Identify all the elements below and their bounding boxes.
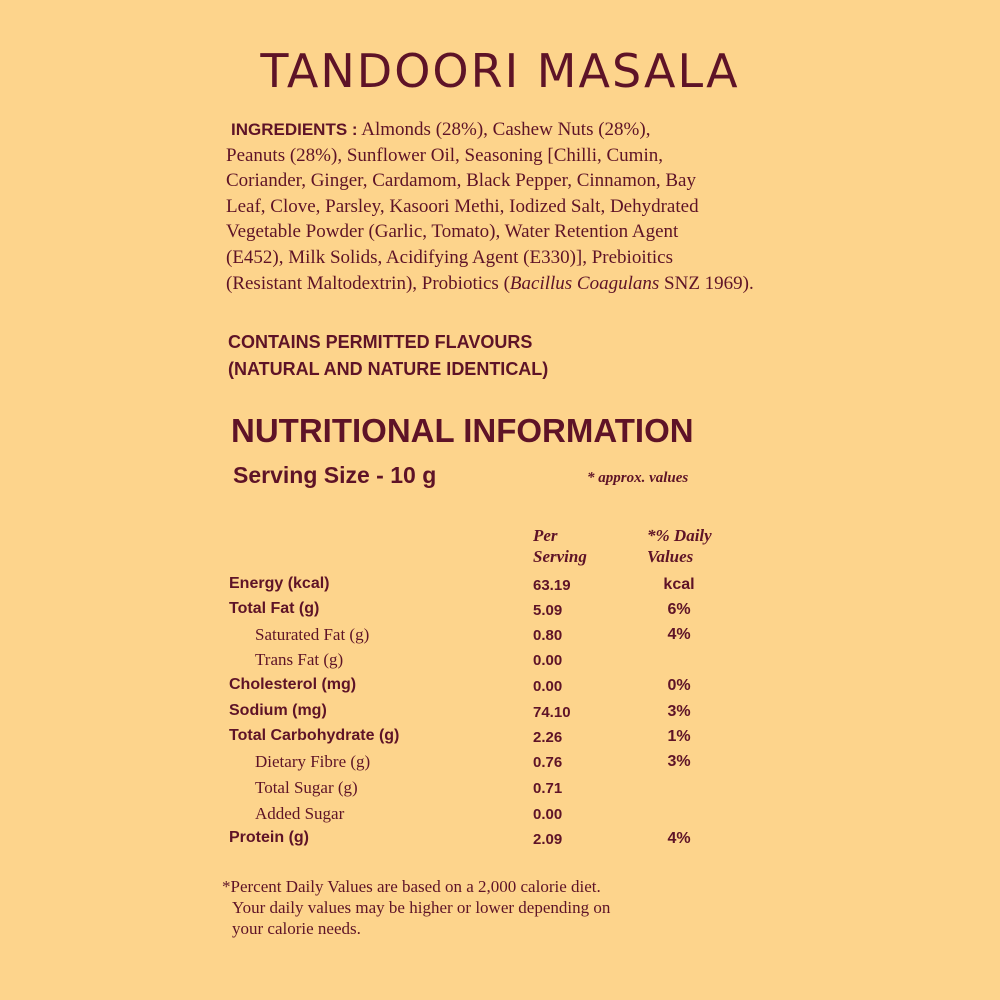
nutrition-row-saturated-fat — [0, 625, 1000, 649]
ingredients-line: Leaf, Clove, Parsley, Kasoori Methi, Iodized Salt, Dehydrated — [226, 195, 699, 217]
nutrition-row-added-sugar — [0, 804, 1000, 828]
nutrition-row-total-carbohydrate — [0, 727, 1000, 751]
nutrient-name: Total Sugar (g) — [255, 778, 358, 797]
nutrient-daily-value: 3% — [667, 753, 691, 770]
ingredients-line: (E452), Milk Solids, Acidifying Agent (E330)], Prebioitics — [226, 246, 673, 268]
ingredients-line — [226, 271, 826, 297]
nutrient-value: 0.00 — [533, 806, 563, 823]
nutrient-name: Protein (g) — [229, 829, 309, 846]
nutrient-daily-value: 0% — [667, 677, 691, 694]
nutrient-name: Total Carbohydrate (g) — [229, 727, 400, 744]
footnote-line: *Percent Daily Values are based on a 2,000 calorie diet. — [222, 877, 601, 896]
nutrient-daily-value: 6% — [667, 601, 691, 618]
nutrient-daily-value: kcal — [663, 576, 695, 593]
per-serving-header-line: Serving — [533, 547, 587, 566]
nutrition-row-sodium — [0, 702, 1000, 726]
serving-size: Serving Size - 10 g — [233, 462, 437, 488]
nutrition-row-dietary-fibre — [0, 752, 1000, 776]
daily-values-header — [647, 525, 712, 567]
ingredients-text: SNZ 1969). — [659, 272, 754, 294]
nutrient-value: 63.19 — [533, 577, 571, 594]
contains-line: (NATURAL AND NATURE IDENTICAL) — [228, 359, 549, 379]
nutrition-title: NUTRITIONAL INFORMATION — [231, 412, 694, 449]
nutrient-value: 0.80 — [533, 627, 563, 644]
nutrient-value: 74.10 — [533, 704, 571, 721]
nutrition-row-protein — [0, 829, 1000, 853]
nutrient-daily-value: 1% — [667, 728, 691, 745]
nutrition-row-total-sugar — [0, 778, 1000, 802]
ingredients-label: INGREDIENTS : — [231, 120, 358, 139]
ingredients-line: Peanuts (28%), Sunflower Oil, Seasoning [Chilli, Cumin, — [226, 144, 663, 166]
nutrient-value: 0.71 — [533, 780, 563, 797]
nutrient-value: 2.09 — [533, 831, 563, 848]
ingredients-line: Coriander, Ginger, Cardamom, Black Pepper, Cinnamon, Bay — [226, 170, 696, 192]
per-serving-header-line: Per — [533, 526, 558, 545]
nutrient-value: 2.26 — [533, 729, 563, 746]
nutrient-value: 5.09 — [533, 602, 563, 619]
nutrient-value: 0.00 — [533, 678, 563, 695]
nutrient-name: Total Fat (g) — [229, 600, 320, 617]
daily-values-header-line: *% Daily — [647, 526, 712, 545]
daily-values-header-line: Values — [647, 547, 694, 566]
nutrient-name: Added Sugar — [255, 804, 345, 823]
nutrient-name: Energy (kcal) — [229, 575, 330, 592]
nutrition-row-total-fat — [0, 600, 1000, 624]
daily-values-footnote — [222, 876, 610, 939]
ingredients-line — [226, 117, 826, 143]
nutrient-value: 0.00 — [533, 652, 563, 669]
nutrient-daily-value: 3% — [667, 703, 691, 720]
nutrient-name: Saturated Fat (g) — [255, 625, 370, 644]
nutrient-name: Cholesterol (mg) — [229, 676, 357, 693]
nutrient-name: Sodium (mg) — [229, 702, 327, 719]
ingredients-text: (Resistant Maltodextrin), Probiotics ( — [226, 272, 510, 294]
nutrient-daily-value: 4% — [667, 626, 691, 643]
footnote-line: your calorie needs. — [232, 919, 361, 938]
nutrition-row-energy — [0, 575, 1000, 599]
approx-values-note: * approx. values — [587, 470, 689, 486]
nutrient-daily-value: 4% — [667, 830, 691, 847]
nutrition-row-trans-fat — [0, 650, 1000, 674]
contains-flavours-notice — [228, 329, 548, 383]
nutrient-name: Dietary Fibre (g) — [255, 752, 371, 771]
nutrient-name: Trans Fat (g) — [255, 650, 344, 669]
probiotic-strain: Bacillus Coagulans — [509, 272, 660, 294]
ingredients-block — [226, 117, 826, 296]
contains-line: CONTAINS PERMITTED FLAVOURS — [228, 332, 533, 352]
product-title: TANDOORI MASALA — [260, 44, 740, 98]
footnote-line: Your daily values may be higher or lower depending on — [232, 898, 611, 917]
nutrition-row-cholesterol — [0, 676, 1000, 700]
ingredients-line: Vegetable Powder (Garlic, Tomato), Water Retention Agent — [226, 221, 679, 243]
ingredients-text: Almonds (28%), Cashew Nuts (28%), — [361, 119, 651, 140]
nutrient-value: 0.76 — [533, 754, 563, 771]
per-serving-header — [533, 525, 587, 567]
